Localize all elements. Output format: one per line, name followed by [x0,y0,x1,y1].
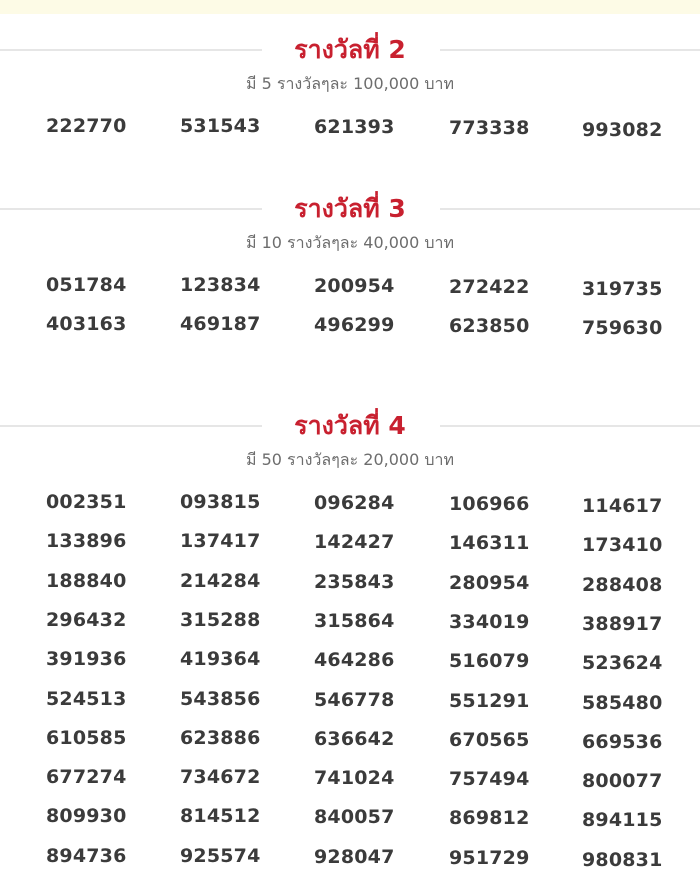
prize-header [0,192,700,228]
prize-number: 200954 [314,275,395,297]
prize-number: 636642 [314,727,395,750]
prize-number: 928047 [314,845,395,868]
prize-number: 096284 [314,492,395,514]
prize-number: 773338 [449,117,530,139]
prize-subtitle: มี 10 รางวัลๆละ 40,000 บาท [245,233,455,252]
prize-number: 759630 [582,317,663,340]
prize-number: 319735 [582,278,663,300]
prize-section-2 [0,33,700,154]
prize-header [0,409,700,445]
prize-number: 214284 [180,569,261,592]
prize-number: 623850 [449,315,530,338]
prize-number: 419364 [180,648,261,671]
prize-number: 869812 [449,807,530,830]
prize-number: 235843 [314,570,395,593]
prize-number: 621393 [314,116,395,138]
prize-number: 814512 [180,805,261,828]
prize-number: 894736 [46,844,127,867]
prize-number: 496299 [314,314,395,337]
prize-number: 677274 [46,766,127,789]
prize-section-3 [0,192,700,353]
prize-number: 840057 [314,806,395,829]
prize-number: 315864 [314,609,395,632]
prize-title: รางวัลที่ 3 [294,194,406,223]
prize-number: 543856 [180,687,261,710]
prize-number: 051784 [46,274,127,296]
prize-number: 142427 [314,531,395,554]
prize-number: 106966 [449,493,530,515]
prize-number: 516079 [449,650,530,673]
prize-number: 757494 [449,768,530,791]
prize-number: 296432 [46,608,127,631]
prize-number: 524513 [46,687,127,710]
prize-number: 334019 [449,610,530,633]
prize-subtitle: มี 50 รางวัลๆละ 20,000 บาท [245,450,455,469]
prize-number: 523624 [582,652,663,675]
prize-number: 272422 [449,276,530,298]
prize-number: 980831 [582,848,663,871]
prize-number: 391936 [46,648,127,671]
number-grid [0,95,700,154]
prize-number: 669536 [582,730,663,753]
prize-number: 315288 [180,608,261,631]
prize-number: 925574 [180,844,261,867]
prize-number: 188840 [46,569,127,592]
prize-number: 585480 [582,691,663,714]
prize-number: 280954 [449,571,530,594]
prize-number: 123834 [180,274,261,296]
prize-number: 133896 [46,530,127,553]
prize-number: 809930 [46,805,127,828]
number-grid [0,254,700,353]
prize-number: 531543 [180,115,261,137]
top-band [0,0,700,14]
prize-section-4 [0,409,700,884]
prize-number: 388917 [582,612,663,635]
prize-number: 993082 [582,119,663,141]
prize-number: 093815 [180,491,261,513]
prize-title: รางวัลที่ 4 [294,411,406,440]
prize-number: 894115 [582,809,663,832]
prize-number: 464286 [314,649,395,672]
prize-number: 114617 [582,495,663,517]
prize-number: 800077 [582,770,663,793]
prize-number: 741024 [314,767,395,790]
prize-header [0,33,700,69]
prize-number: 403163 [46,313,127,336]
prize-number: 951729 [449,846,530,869]
prize-number: 610585 [46,726,127,749]
number-grid [0,471,700,884]
prize-subtitle: มี 5 รางวัลๆละ 100,000 บาท [245,74,455,93]
prize-title: รางวัลที่ 2 [294,35,406,64]
prize-number: 551291 [449,689,530,712]
prize-number: 469187 [180,313,261,336]
prize-number: 670565 [449,728,530,751]
prize-number: 173410 [582,534,663,557]
prize-number: 137417 [180,530,261,553]
prize-number: 146311 [449,532,530,555]
prize-number: 623886 [180,726,261,749]
prize-number: 288408 [582,573,663,596]
prize-number: 222770 [46,115,127,137]
prize-number: 002351 [46,491,127,513]
prize-number: 734672 [180,766,261,789]
prize-number: 546778 [314,688,395,711]
